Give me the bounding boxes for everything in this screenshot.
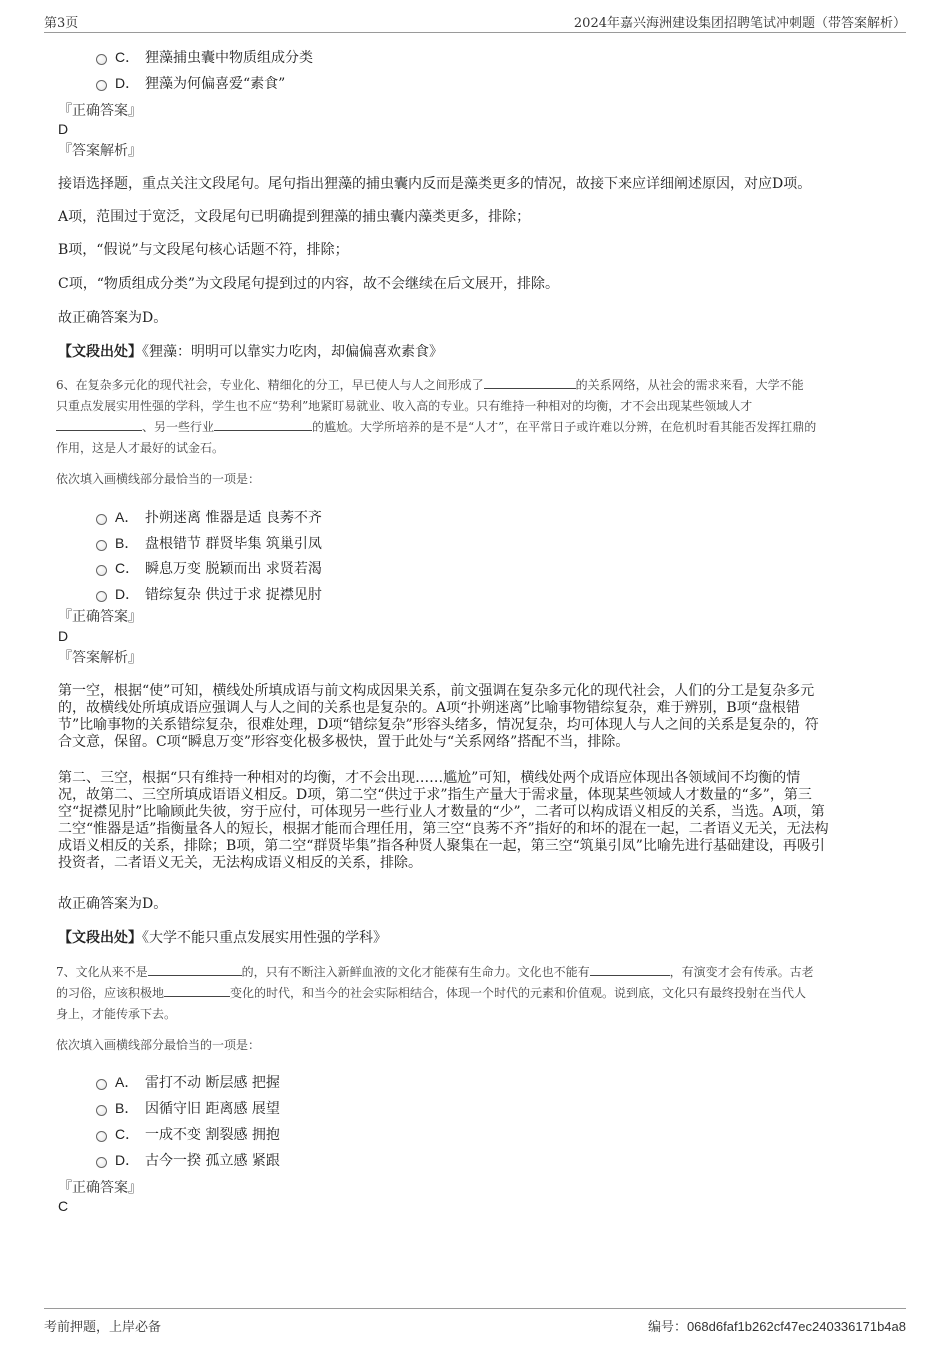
question-stem: 6、在复杂多元化的现代社会，专业化、精细化的分工，早已使人与人之间形成了 的关系网络，从社会的需求来看，大学不能 只重点发展实用性强的学科，学生也不应“势利”地紧盯易就业、收入高的专业。只有维持一种相对的均衡，才不会出现某些领域人才 、另一些行业 的尴尬。大学所培养的是不是“人才”，在平常日子或许难以分辨，在危机时看其能否发挥扛鼎的 作用，这是人才最好的试金石。 (56, 375, 892, 459)
fill-blank (148, 962, 242, 976)
correct-answer-label: 『正确答案』 (58, 103, 142, 119)
analysis-paragraph: A项，范围过于宽泛，文段尾句已明确提到狸藻的捕虫囊内藻类更多，排除； (58, 209, 531, 225)
radio-button-icon[interactable] (96, 565, 107, 576)
correct-answer: D (58, 628, 69, 644)
source-citation (58, 343, 443, 361)
correct-answer-label: 『正确答案』 (58, 609, 142, 625)
option-b[interactable]: B． 盘根错节 群贤毕集 筑巢引凤 (96, 532, 322, 554)
source-title: 《狸藻：明明可以靠实力吃肉，却偏偏喜欢素食》 (142, 344, 443, 360)
question-prompt: 依次填入画横线部分最恰当的一项是： (56, 1038, 261, 1052)
analysis-paragraph: B项，“假说”与文段尾句核心话题不符，排除； (58, 242, 349, 258)
correct-answer: C (58, 1198, 69, 1214)
source-label: 【文段出处】 (58, 344, 142, 360)
fill-blank (164, 983, 230, 997)
option-d[interactable]: D． 错综复杂 供过于求 捉襟见肘 (96, 583, 322, 605)
radio-button-icon[interactable] (96, 540, 107, 551)
option-d[interactable]: D． 古今一揆 孤立感 紧跟 (96, 1149, 280, 1171)
analysis-paragraph: 接语选择题，重点关注文段尾句。尾句指出狸藻的捕虫囊内反而是藻类更多的情况，故接下来应详细阐述原因，对应D项。 (58, 176, 812, 192)
question-prompt: 依次填入画横线部分最恰当的一项是： (56, 472, 261, 486)
option-b[interactable]: B． 因循守旧 距离感 展望 (96, 1097, 280, 1119)
option-c[interactable]: C． 瞬息万变 脱颖而出 求贤若渴 (96, 557, 322, 579)
question-stem: 7、文化从来不是 的，只有不断注入新鲜血液的文化才能葆有生命力。文化也不能有 ，有演变才会有传承。古老 的习俗，应该积极地 变化的时代，和当今的社会实际相结合，体现一个时代的元素和价值观。说到底，文化只有最终投射在当代人 身上，才能传承下去。 (56, 962, 892, 1025)
option-c[interactable]: C． 狸藻捕虫囊中物质组成分类 (96, 46, 313, 68)
analysis-paragraph: 第一空，根据“使”可知，横线处所填成语与前文构成因果关系，前文强调在复杂多元化的现代社会，人们的分工是复杂多元 的，故横线处所填成语应强调人与人之间的关系也是复杂的。A项“扑朔迷离”比喻事物错综复杂，难于辨别，B项“盘根错 节”比喻事物的关系错综复杂，很难处理，D项“错综复杂”形容头绪多，情况复杂，均可体现人与人之间的关系是复杂的，符 合文意，保留。C项“瞬息万变”形容变化极多极快，置于此处与“关系网络”搭配不当，排除。 (58, 683, 819, 750)
correct-answer: D (58, 121, 69, 137)
document-title: 2024年嘉兴海洲建设集团招聘笔试冲刺题（带答案解析） (573, 16, 906, 31)
analysis-paragraph: C项，“物质组成分类”为文段尾句提到过的内容，故不会继续在后文展开，排除。 (58, 276, 560, 292)
source-citation (58, 929, 387, 947)
page-number: 第3页 (44, 16, 79, 31)
radio-button-icon[interactable] (96, 1131, 107, 1142)
fill-blank (214, 417, 312, 431)
correct-answer-label: 『正确答案』 (58, 1180, 142, 1196)
fill-blank (56, 417, 142, 431)
option-a[interactable]: A． 扑朔迷离 惟器是适 良莠不齐 (96, 506, 322, 528)
analysis-conclusion: 故正确答案为D。 (58, 310, 168, 326)
option-c[interactable]: C． 一成不变 割裂感 拥抱 (96, 1123, 280, 1145)
page-header (44, 10, 906, 33)
radio-button-icon[interactable] (96, 1157, 107, 1168)
source-title: 《大学不能只重点发展实用性强的学科》 (142, 930, 387, 946)
analysis-paragraph: 第二、三空，根据“只有维持一种相对的均衡，才不会出现……尴尬”可知，横线处两个成语应体现出各领域间不均衡的情 况，故第二、三空所填成语语义相反。D项，第二空“供过于求”指生产量大于需求量，体现某些领域人才数量的“多”，第三 空“捉襟见肘”比喻顾此失彼，穷于应付，可体现另一些行业人才数量的“少”，二者可以构成语义相反的关系，当选。A项，第 二空“惟器是适”指衡量各人的短长，根据才能而合理任用，第三空“良莠不齐”指好的和坏的混在一起，二者语义无关，无法构 成语义相反的关系，排除；B项，第二空“群贤毕集”指各种贤人聚集在一起，第三空“筑巢引凤”比喻先进行基础建设，再吸引 投资者，二者语义无关，无法构成语义相反的关系，排除。 (58, 770, 829, 871)
radio-button-icon[interactable] (96, 80, 107, 91)
option-d[interactable]: D． 狸藻为何偏喜爱“素食” (96, 72, 285, 94)
radio-button-icon[interactable] (96, 1079, 107, 1090)
document-code: 编号：068d6faf1b262cf47ec240336171b4a8 (647, 1319, 906, 1334)
option-a[interactable]: A． 雷打不动 断层感 把握 (96, 1071, 280, 1093)
analysis-label: 『答案解析』 (58, 650, 142, 666)
radio-button-icon[interactable] (96, 591, 107, 602)
fill-blank (484, 375, 576, 389)
footer-slogan: 考前押题，上岸必备 (44, 1320, 162, 1335)
analysis-conclusion: 故正确答案为D。 (58, 896, 168, 912)
source-label: 【文段出处】 (58, 930, 142, 946)
radio-button-icon[interactable] (96, 514, 107, 525)
analysis-label: 『答案解析』 (58, 143, 142, 159)
radio-button-icon[interactable] (96, 1105, 107, 1116)
radio-button-icon[interactable] (96, 54, 107, 65)
fill-blank (590, 962, 670, 976)
page-footer (44, 1308, 906, 1339)
